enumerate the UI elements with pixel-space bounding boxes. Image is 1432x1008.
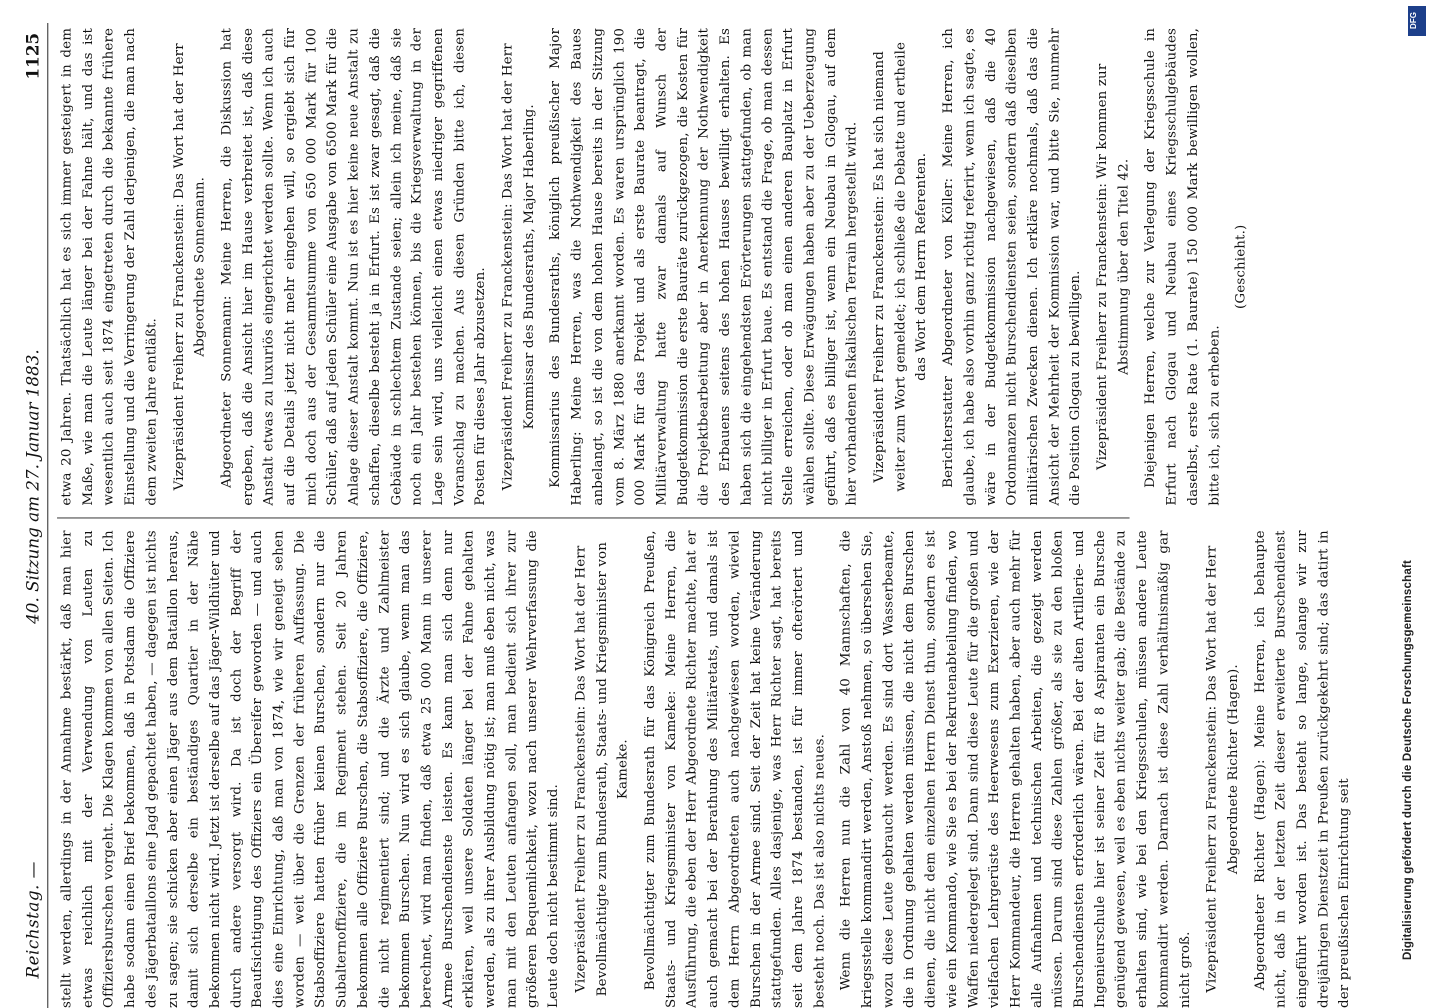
paragraph: Kommissarius des Bundesraths, königlich preußischer Major Haberling: Meine Herren, was die Nothwendigkeit des Baues anbelangt, so ist die von dem hohen Hause bereits in der Sitzung vom 8. März 1880 anerkannt worden. Es waren ursprünglich 190 000 Mark für das Projekt und als erste Baurate beantragt, die Militärverwaltung hatte zwar damals auf Wunsch der Budgetkommission die erste Bauräte zurückgezogen, die Kosten für die Projektbearbeitung aber in Anerkennung der Nothwendigkeit des Erbauens seitens des hohen Hauses bewilligt erhalten. Es haben sich die eingehendsten Erörterungen stattgefunden, ob man nicht billiger in Erfurt baue. Es entstand die Frage, ob man dessen Stelle erreichen, oder ob man einen anderen Bauplatz in Erfurt wählen sollte. Diese Erwägungen haben aber zu der Ueberzeugung geführt, daß es billiger ist, wenn ein Neubau in Glogau, auf dem hier vorhandenen fiskalischen Terrain hergestellt wird. — [547, 27, 860, 506]
paragraph: Abgeordneter Sonnemann: Meine Herren, die Diskussion hat ergeben, daß die Ansicht hier im Hause verbreitet ist, daß diese Anstalt etwas zu luxuriös eingerichtet werden sollte. Wenn ich auch auf die Details jetzt nicht mehr eingehen will, so ergiebt sich für mich doch aus der Gesammtsumme von 650 000 Mark für 100 Schüler, daß auf jeden Schüler eine Ausgabe von 6500 Mark für die Anlage dieser Anstalt kommt. Nun ist es hier keine neue Anstalt zu schaffen, dieselbe besteht ja in Erfurt. Es ist zwar gesagt, daß die Gebäude in schlechtem Zustande seien; allein ich meine, daß sie noch ein Jahr bestehen können, bis die Kriegsverwaltung in der Lage sein wird, uns vielleicht einen etwas niedriger gegriffenen Voranschlag zu machen. Aus diesen Gründen bitte ich, diesen Posten für dieses Jahr abzusetzen. — [218, 27, 489, 506]
paragraph: Vizepräsident Freiherr zu Franckenstein: Es hat sich niemand weiter zum Wort gemeldet; ich schließe die Debatte und ertheile das Wort dem Herrn Referenten. — [871, 41, 930, 492]
credit-text: Digitalisierung gefördert durch die Deutsche Forschungsgemeinschaft — [1402, 560, 1414, 960]
paragraph: Vizepräsident Freiherr zu Franckenstein: Das Wort hat der Herr Abgeordnete Richter (Hagen). — [1203, 545, 1241, 993]
paragraph: Vizepräsident Freiherr zu Franckenstein: Das Wort hat der Herr Abgeordnete Sonnemann. — [170, 43, 208, 491]
column-right — [57, 28, 1258, 506]
paragraph: etwa 20 Jahren. Thatsächlich hat es sich immer gesteigert in dem Maße, wie man die Leute länger bei der Fahne hält, und das ist wesentlich auch seit 1874 eingetreten durch die bekannte frühere Einstellung und die Verringerung der Zahl derjenigen, die man nach dem zweiten Jahre entläßt. — [59, 27, 160, 506]
header-center: 40. Sitzung am 27. Januar 1883. — [23, 349, 44, 624]
digitization-credit — [1402, 40, 1428, 960]
paragraph: Diejenigen Herren, welche zur Verlegung der Kriegsschule in Erfurt nach Glogau und Neubau eines Kriegsschulgebäudes daselbst, erste Rate (1. Baurate) 150 000 Mark bewilligen wollen, bitte ich, sich zu erheben. — [1142, 27, 1222, 506]
paragraph: Bevollmächtigter zum Bundesrath für das Königreich Preußen, Staats- und Kriegsminister von Kameke: Meine Herren, die Ausführung, die eben der Herr Abgeordnete Richter machte, hat er auch gemacht bei der Berathung des Militäretats, und damals ist dem Herrn Abgeordneten auch nachgewiesen worden, wieviel Burschen in der Armee sind. Seit der Zeit hat keine Veränderung stattgefunden. Alles dasjenige, was Herr Richter sagt, hat bereits seit dem Jahre 1874 bestanden, ist für immer ofterörtert und besteht noch. Das ist also nichts neues. — [642, 530, 827, 1008]
dfg-logo-text: DFG — [1408, 12, 1418, 29]
paragraph: Wenn die Herren nun die Zahl von 40 Mannschaften, die kriegsstelle kommandirt werden, Anstoß nehmen, so übersehen Sie, wozu diese Leute gebraucht werden. Es sind dort Wasserbeamte, die in Ordnung gehalten werden müssen, die nicht dem Burschen dienen, die nicht dem einzelnen Herrn Dienst thun, sondern es ist wie ein Kommando, wie Sie es bei der Rekrutenabteilung finden, wo Waffen niedergelegt sind. Dann sind diese Leute für die großen und vielfachen Lehrgerüste des Heerwesens zum Exerzieren, wie der Herr Kommandeur, die Herren gehalten haben, aber auch mehr für alle Aufnahmen und technischen Arbeiten, die gezeigt werden müssen. Darum sind diese Zahlen größer, als sie zu den bloßen Burschendiensten erforderlich wären. Bei der alten Artillerie- und Ingenieurschule hier ist seiner Zeit für 8 Aspiranten ein Bursche genügend gewesen, weil es eben nichts weiter gab; die Bestände zu erhalten sind, wie bei den Kriegsschulen, müssen andere Leute kommandirt werden. Darnach ist diese Zahl verhältnismäßig gar nicht groß. — [838, 530, 1193, 1008]
header-left: Reichstag. — — [23, 861, 44, 979]
paragraph: Vizepräsident Freiherr zu Franckenstein: Das Wort hat der Herr Bevollmächtigte zum Bundesrath, Staats- und Kriegsminister von Kameke. — [572, 541, 631, 997]
paragraph: Berichterstatter Abgeordneter von Köller: Meine Herren, ich glaube, ich habe also vorhin ganz richtig referirt, wenn ich sagte, es wäre in der Budgetkommission nachgewiesen, daß die 40 Ordonnanzen nicht Burschendiensten seien, sondern daß dieselben militärischen Zwecken dienen. Ich erkläre nochmals, daß das die Ansicht der Mehrheit der Kommission war, und bitte Sie, nunmehr die Position Glogau zu bewilligen. — [940, 27, 1084, 506]
paragraph: Abgeordneter Richter (Hagen): Meine Herren, ich behaupte nicht, daß in der letzten Zeit dieser erweiterte Burschendienst eingeführt worden ist. Das besteht so lange, solange wir zur dreijährigen Dienstzeit in Preußen zurückgekehrt sind; das datirt in der preußischen Einrichtung seit — [1252, 530, 1353, 1008]
column-divider — [57, 517, 1130, 518]
document-page — [20, 23, 1366, 1008]
paragraph: Vizepräsident Freiherr zu Franckenstein: Das Wort hat der Herr Kommissar des Bundesraths, Major Haberling. — [499, 43, 537, 491]
column-left — [57, 530, 1362, 1008]
paragraph: (Geschieht.) — [1233, 224, 1249, 309]
page-number: 1125 — [23, 32, 44, 80]
paragraph: Vizepräsident Freiherr zu Franckenstein: Wir kommen zur Abstimmung über den Titel 42. — [1094, 63, 1132, 470]
page-header — [20, 23, 48, 1008]
dfg-logo — [1408, 6, 1426, 36]
paragraph: stellt werden, allerdings in der Annahme bestärkt, daß man hier etwas reichlich mit der Verwendung von Leuten zu Offiziersburschen vorgeht. Die Klagen kommen von allen Seiten. Ich habe sodann einen Brief bekommen, daß in Potsdam die Offiziere des Jägerbataillons eine Jagd gepachtet haben, — dagegen ist nichts zu sagen; sie schicken aber einen Jäger aus dem Bataillon heraus, damit sich derselbe ein beständiges Quartier in der Nähe bekommen nicht wird. Jetzt ist derselbe auf das Jäger-Wildhüter und durch andere versorgt wird. Da ist doch der Begriff der Beaufsichtigung des Offiziers ein Übereifer geworden — und auch dies eine Einrichtung, daß man von 1874, wie wir geneigt sehen worden — weit über die Grenzen der früheren Auffassung. Die Stabsoffiziere hatten früher keinen Burschen, sondern nur die Subalternoffiziere, die im Regiment stehen. Seit 20 Jahren bekommen alle Offiziere Burschen, die Stabsoffiziere, die Offiziere, die nicht regimentiert sind; und die Ärzte und Zahlmeister bekommen Burschen. Nun wird es sich glaube, wenn man das berechnet, wird man finden, daß etwa 25 000 Mann in unserer Armee Burschendienste leisten. Es kann man sich denn nur erklären, weil unsere Soldaten länger bei der Fahne gehalten werden, als zu ihrer Ausbildung nötig ist; man muß eben nicht, was man mit den Leuten anfangen soll, man bedient sich ihrer zur größeren Bequemlichkeit, wozu nach unserer Wehrverfassung die Leute doch nicht bestimmt sind. — [59, 530, 562, 1008]
